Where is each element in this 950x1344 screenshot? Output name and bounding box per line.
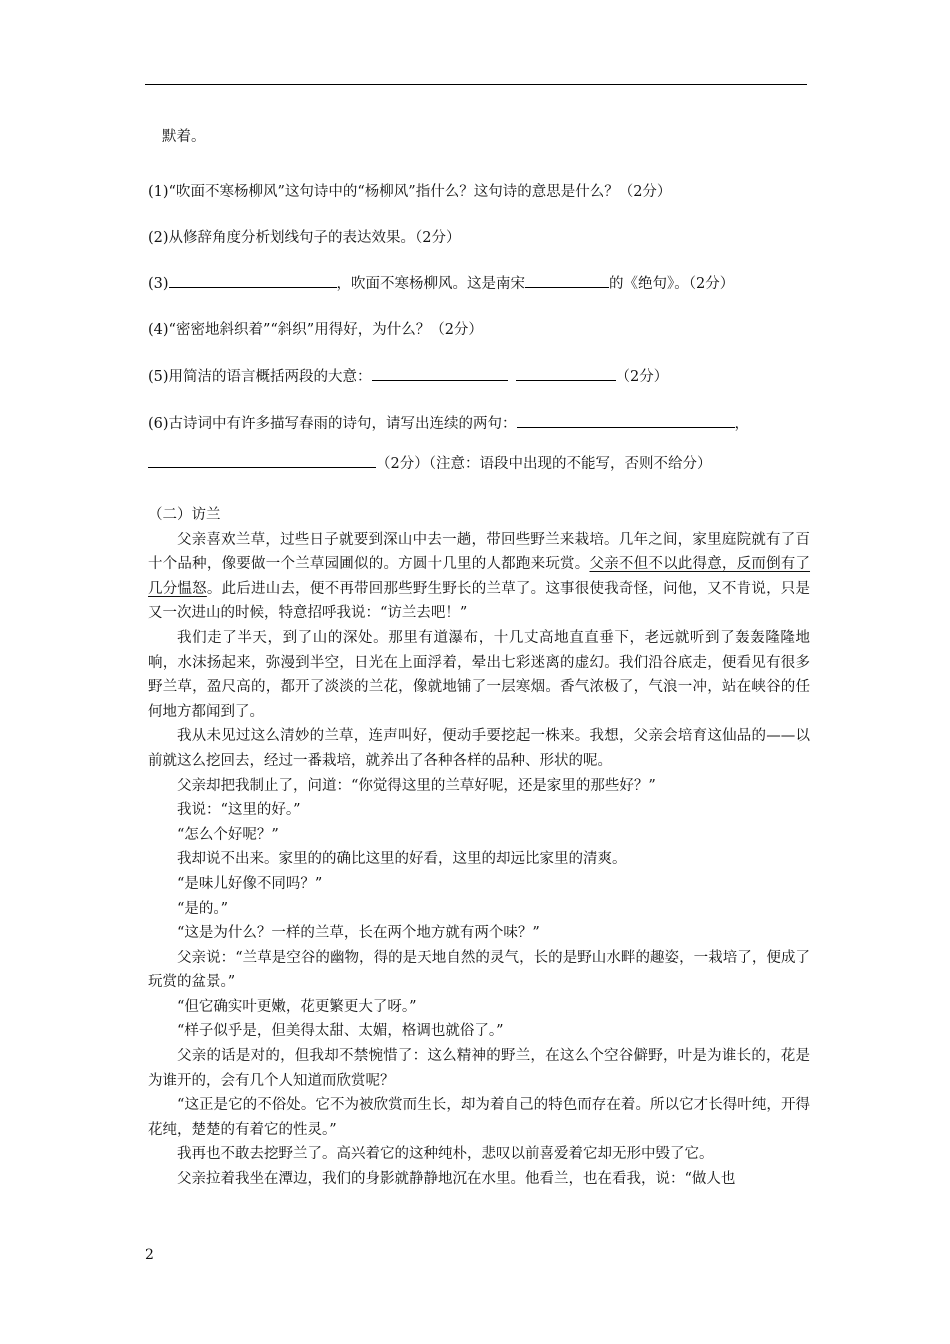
- question-6-comma: ，: [734, 416, 750, 432]
- paragraph-3: 我从未见过这么清妙的兰草，连声叫好，便动手要挖起一株来。我想，父亲会培育这仙品的——以前就这么挖回去，经过一番栽培，就养出了各种各样的品种、形状的呢。: [148, 728, 810, 769]
- paragraph-10: “这是为什么？一样的兰草，长在两个地方就有两个味？”: [177, 925, 540, 942]
- page-number: 2: [145, 1247, 154, 1263]
- paragraph-8: “是味儿好像不同吗？”: [177, 875, 323, 892]
- paragraph-9: “是的。”: [177, 900, 229, 917]
- question-2: (2)从修辞角度分析划线句子的表达效果。（2分）: [148, 230, 461, 246]
- paragraph-2: 我们走了半天，到了山的深处。那里有道瀑布，十几丈高地直直垂下，老远就听到了轰轰隆隆地响，水沫扬起来，弥漫到半空，日光在上面浮着，晕出七彩迷离的虚幻。我们沿谷底走，便看见有很多野兰草，盈尺高的，都开了淡淡的兰花，像就地铺了一层寒烟。香气浓极了，气浪一冲，站在峡谷的任何地方都闻到了。: [148, 629, 810, 720]
- paragraph-1-text: 父亲喜欢兰草，过些日子就要到深山中去一趟，带回些野兰来栽培。几年之间，家里庭院就有了百十个品种，像要做一个兰草园圃似的。方圆十几里的人都跑来玩赏。: [148, 531, 810, 573]
- paragraph-6: “怎么个好呢？”: [177, 826, 279, 843]
- answer-blank-3a[interactable]: [169, 273, 337, 288]
- question-3-mid: ，吹面不寒杨柳风。这是南宋: [336, 276, 526, 292]
- answer-blank-6b[interactable]: [148, 453, 376, 468]
- paragraph-1-text-end: 。此后进山去，便不再带回那些野生野长的兰草了。这事很使我奇怪，问他，又不肯说，只是又一次进山的时候，特意招呼我说：“访兰去吧！”: [148, 580, 811, 622]
- paragraph-7: 我却说不出来。家里的的确比这里的好看，这里的却远比家里的清爽。: [177, 851, 627, 868]
- paragraph-14: 父亲的话是对的，但我却不禁惋惜了：这么精神的野兰，在这么个空谷僻野，叶是为谁长的，花是为谁开的，会有几个人知道而欣赏呢？: [148, 1048, 810, 1089]
- question-5-suffix: （2分）: [615, 369, 669, 385]
- question-1: (1)“吹面不寒杨柳风”这句诗中的“杨柳风”指什么？这句诗的意思是什么？（2分）: [148, 184, 672, 200]
- question-6-suffix: （2分）（注意：语段中出现的不能写，否则不给分）: [376, 456, 712, 472]
- question-5: [148, 366, 668, 388]
- question-5-prefix: (5)用简洁的语言概括两段的大意：: [148, 369, 372, 385]
- paragraph-12: “但它确实叶更嫩，花更繁更大了呀。”: [177, 998, 417, 1015]
- question-4: (4)“密密地斜织着”“斜织”用得好，为什么？（2分）: [148, 322, 483, 338]
- answer-blank-3b[interactable]: [525, 273, 609, 288]
- answer-blank-5a[interactable]: [372, 366, 508, 381]
- paragraph-11: 父亲说：“兰草是空谷的幽物，得的是天地自然的灵气，长的是野山水畔的趣姿，一栽培了，便成了玩赏的盆景。”: [148, 949, 810, 991]
- paragraph-4: 父亲却把我制止了，问道：“你觉得这里的兰草好呢，还是家里的那些好？”: [177, 777, 656, 794]
- underlined-sentence: 父亲不但不以此得意，反而倒有了几分愠怒: [148, 556, 811, 597]
- paragraph-16: 我再也不敢去挖野兰了。高兴着它的这种纯朴，悲叹以前喜爱着它却无形中毁了它。: [177, 1146, 714, 1163]
- answer-blank-6a[interactable]: [517, 413, 735, 428]
- passage: [148, 503, 810, 1192]
- question-6-continued: [148, 453, 711, 475]
- continued-text: 默着。: [162, 129, 206, 145]
- question-6: [148, 413, 749, 435]
- paragraph-1: [148, 528, 810, 626]
- header-rule: [145, 84, 807, 85]
- paragraph-15: “这正是它的不俗处。它不为被欣赏而生长，却为着自己的特色而存在着。所以它才长得叶纯，开得花纯，楚楚的有着它的性灵。”: [148, 1097, 810, 1138]
- question-6-prefix: (6)古诗词中有许多描写春雨的诗句，请写出连续的两句：: [148, 416, 517, 432]
- paragraph-13: “样子似乎是，但美得太甜、太媚，格调也就俗了。”: [177, 1023, 504, 1040]
- question-3: [148, 273, 734, 295]
- question-3-suffix: 的《绝句》。（2分）: [609, 276, 735, 292]
- passage-title: （二）访兰: [148, 507, 221, 523]
- question-3-prefix: (3): [148, 276, 169, 292]
- answer-blank-5b[interactable]: [516, 366, 616, 381]
- paragraph-17: 父亲拉着我坐在潭边，我们的身影就静静地沉在水里。他看兰，也在看我，说：“做人也: [177, 1171, 736, 1188]
- paragraph-5: 我说：“这里的好。”: [177, 802, 301, 819]
